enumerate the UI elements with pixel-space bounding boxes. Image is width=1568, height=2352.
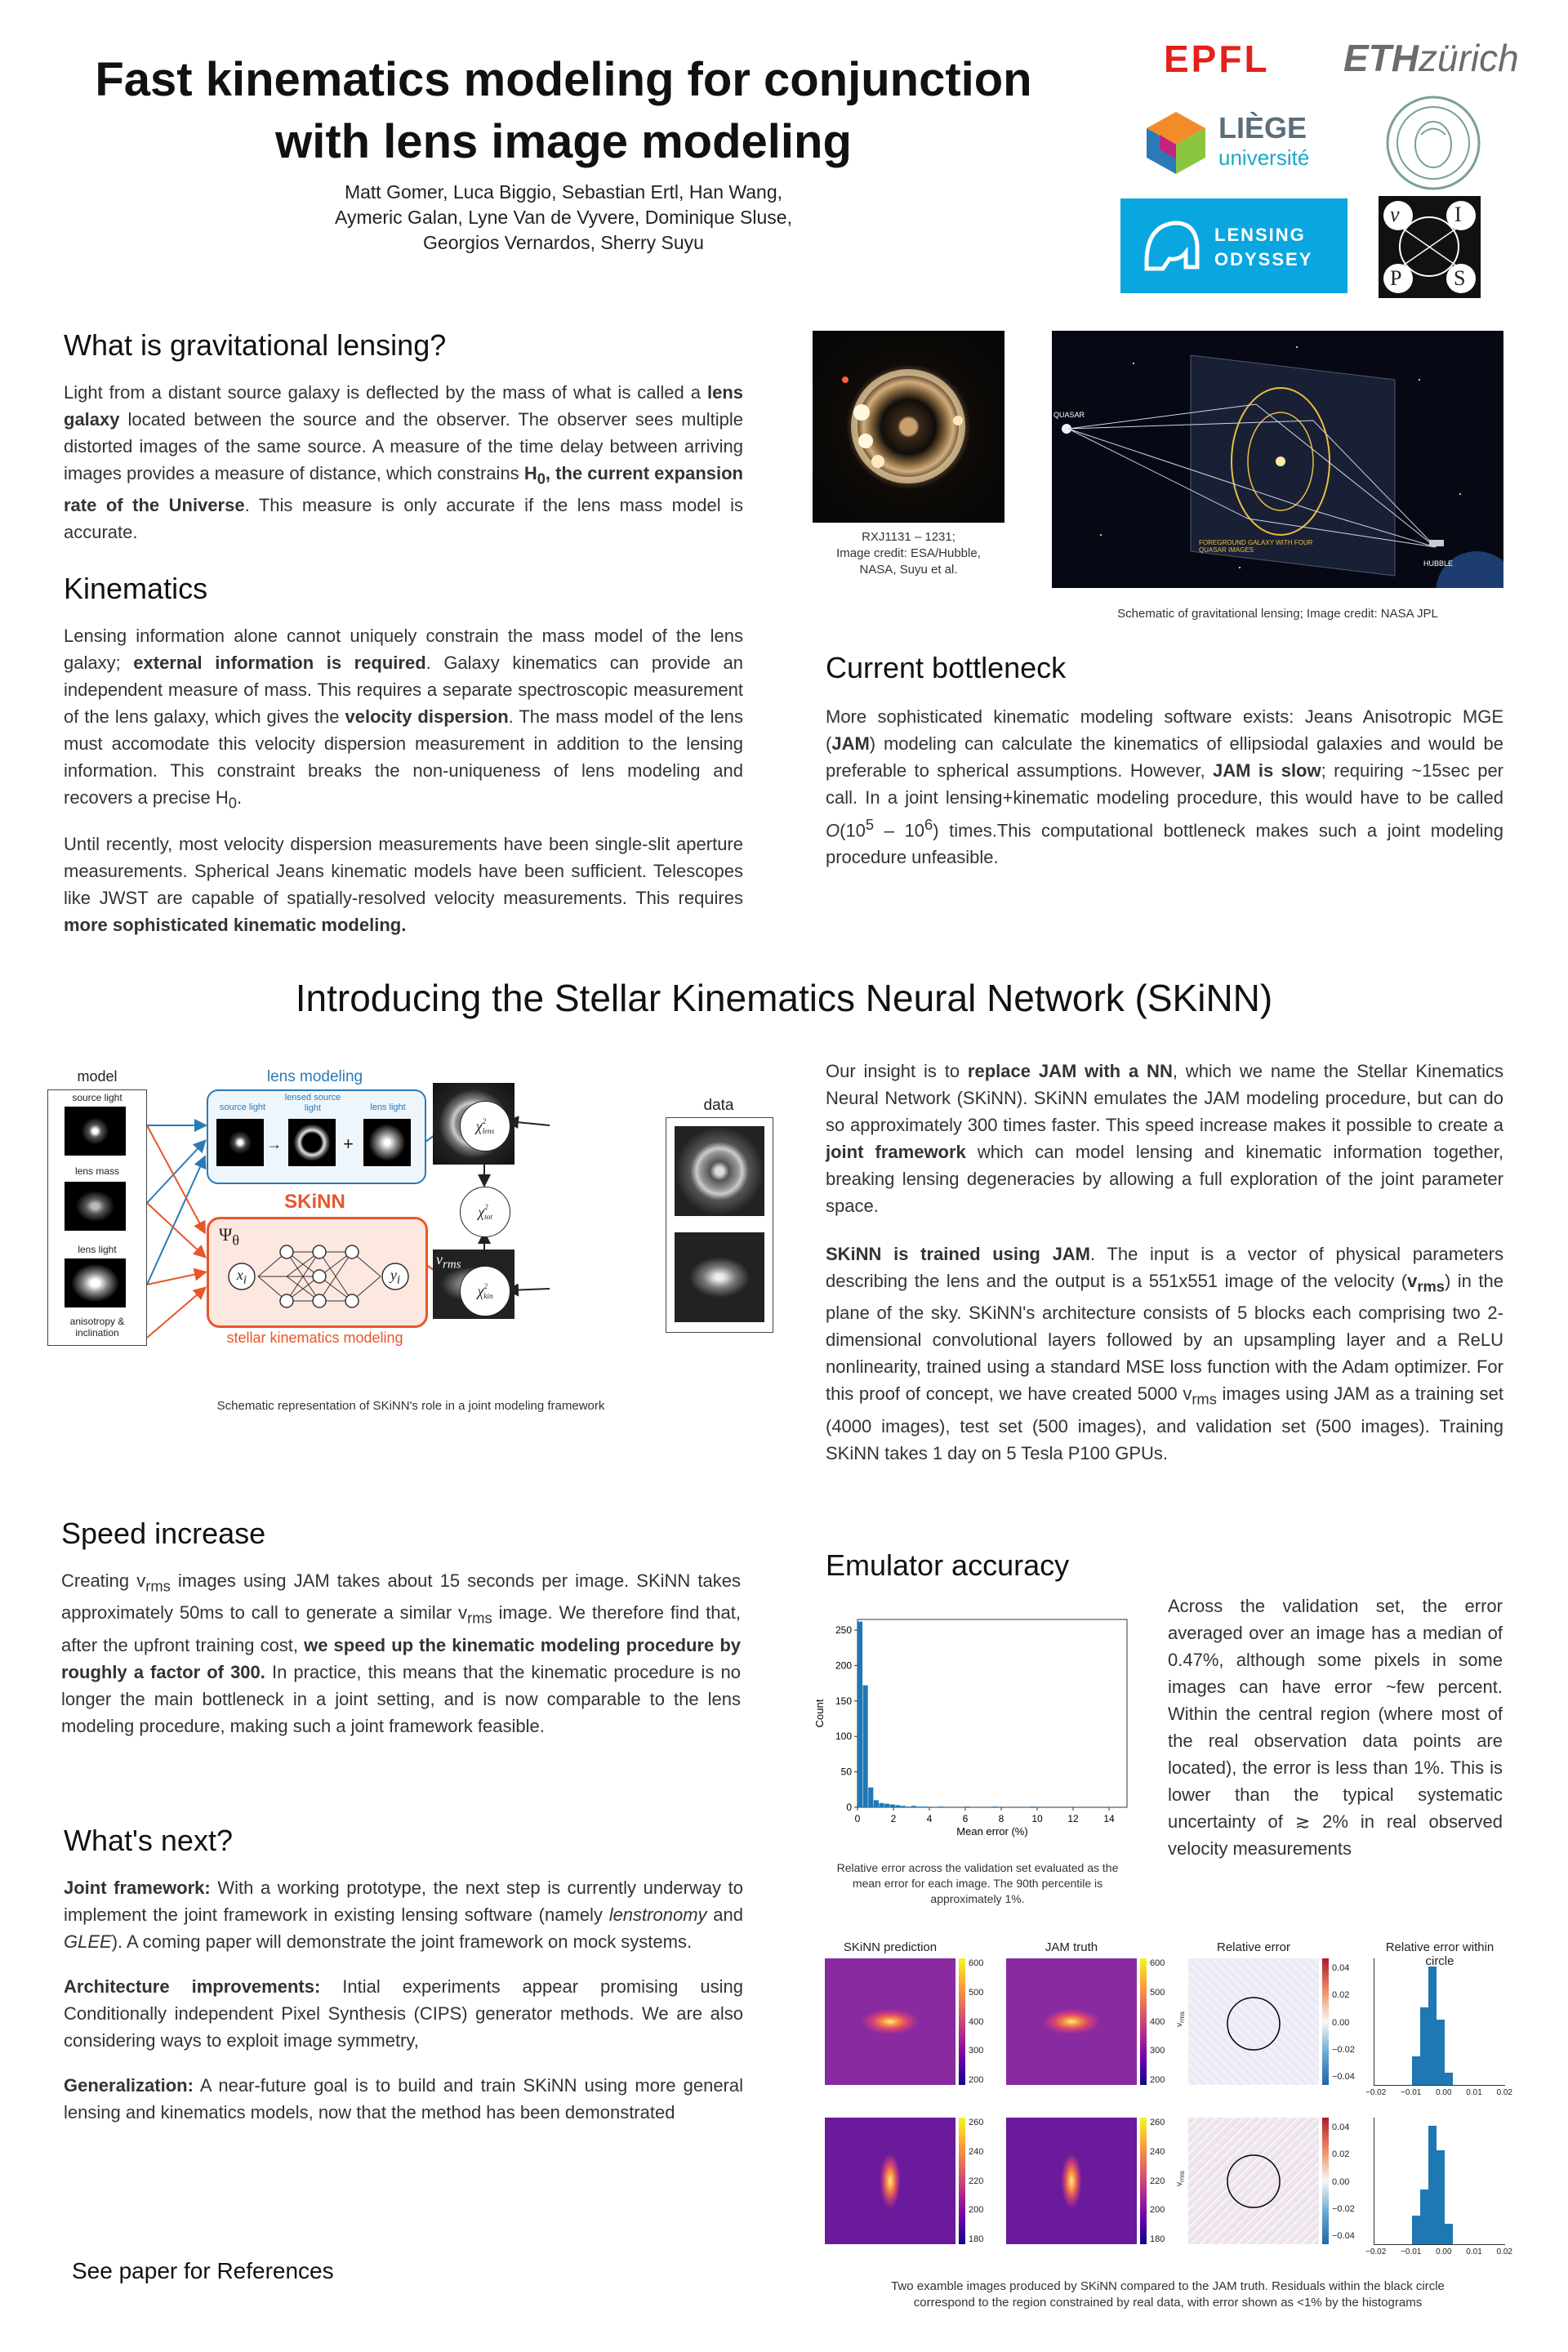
text-run: A near-future goal is to build and train SKiNN using more general lensing and kinematics models, now that the method has been demonstrated <box>64 2075 743 2123</box>
x-tick-label: 2 <box>890 1813 897 1824</box>
error-histogram <box>808 1607 1143 1852</box>
tick: 0.04 <box>1332 1963 1350 1973</box>
model-item-anisotropy: anisotropy & inclination <box>69 1316 125 1339</box>
tick: 0.02 <box>1496 2247 1512 2256</box>
chi-scripts <box>483 1116 495 1136</box>
vrms-axis-row2 <box>1175 2171 1186 2186</box>
lm-lensed-thumb <box>288 1119 336 1166</box>
small-histogram-ticks-row2 <box>1365 2247 1512 2256</box>
y-tick-label: 50 <box>840 1766 852 1778</box>
mpg-seal <box>1384 94 1482 196</box>
authors-line-2: Aymeric Galan, Lyne Van de Vyvere, Dominique Sluse, <box>335 207 792 228</box>
text-run: ; requiring ~15sec per call. In a joint lensing+kinematic modeling procedure, this would have to be called <box>826 760 1504 808</box>
section-whats-next <box>64 1824 743 2140</box>
liege-logo-line1: LIÈGE <box>1218 111 1307 145</box>
section-kinematics <box>64 572 743 953</box>
lm-plus: + <box>343 1134 354 1154</box>
lensing-odyssey-logo <box>1120 198 1348 293</box>
tick: 240 <box>969 2146 984 2157</box>
tick: −0.02 <box>1332 2044 1355 2055</box>
panel-title: SKiNN prediction <box>843 1940 938 1954</box>
y-tick-label: 0 <box>846 1802 852 1813</box>
y-axis-label: Count <box>813 1699 826 1728</box>
chi-kin-node <box>460 1266 510 1316</box>
histogram-bar <box>992 1806 997 1807</box>
error-colorbar-row2 <box>1322 2118 1329 2244</box>
text-run: – 10 <box>874 820 925 841</box>
error-colorbar-ticks-row2 <box>1332 2123 1355 2241</box>
schematic-label-hubble: HUBBLE <box>1423 559 1454 568</box>
liege-logo-line2: université <box>1218 145 1310 170</box>
subscript: rms <box>1417 1277 1445 1295</box>
eth-logo-text: ETH <box>1343 37 1419 79</box>
map-jam-truth-row2 <box>1006 2118 1137 2244</box>
source-light-thumb <box>65 1107 126 1156</box>
ips-letter-nu: ν <box>1390 203 1400 226</box>
histogram-bar <box>1030 1806 1035 1807</box>
panel-title: Relative error within circle <box>1385 1940 1494 1968</box>
colorbar-ticks-row2-a <box>969 2118 983 2244</box>
histogram-bar <box>922 1806 927 1807</box>
small-histogram-bars-row1 <box>1374 1958 1505 2085</box>
text-run-italic: lenstronomy <box>608 1904 707 1925</box>
histogram-bar <box>879 1803 884 1807</box>
tick: 500 <box>1150 1987 1165 1998</box>
tick: 600 <box>969 1958 984 1968</box>
panel-title: JAM truth <box>1045 1940 1098 1954</box>
text-run: ) modeling can calculate the kinematics of ellipsiodal galaxies and would be preferable to spherical assumptions. However, <box>826 733 1503 781</box>
chi-symbol: χ <box>477 1282 484 1299</box>
model-label: model <box>77 1068 118 1085</box>
small-histogram-row1 <box>1374 1940 1505 2086</box>
liege-logo <box>1143 106 1323 180</box>
stellar-kinematics-label: stellar kinematics modeling <box>226 1330 403 1346</box>
map-relative-error-row2 <box>1188 2118 1319 2244</box>
text-run-bold: Joint framework: <box>64 1878 211 1898</box>
y-tick-label: 200 <box>835 1659 852 1672</box>
x-tick-label: 14 <box>1103 1813 1115 1824</box>
section-bottleneck <box>826 651 1503 885</box>
title-line-1: Fast kinematics modeling for conjunction <box>95 53 1032 106</box>
tick: 200 <box>1150 2075 1165 2085</box>
vrms-axis-symbol: v <box>1174 2022 1184 2027</box>
liege-logo-mark <box>1143 110 1209 176</box>
x-node-symbol: x <box>236 1267 243 1283</box>
vrms-symbol: v <box>436 1251 443 1267</box>
colorbar-row1-a <box>959 1958 965 2085</box>
ips-letter-p: P <box>1390 266 1402 290</box>
eth-logo-suffix: zürich <box>1419 37 1519 79</box>
chi-sup: 2 <box>484 1203 488 1211</box>
comparison-maps <box>825 1940 1512 2269</box>
accuracy-text <box>1168 1592 1503 1877</box>
histogram-bar <box>874 1800 879 1807</box>
text-run-bold: Generalization: <box>64 2075 194 2096</box>
lm-lens-light-thumb <box>363 1119 411 1166</box>
text-run: ). A coming paper will demonstrate the joint framework on mock systems. <box>111 1931 693 1952</box>
text-run-italic: O <box>826 820 840 841</box>
accuracy-paragraph: Across the validation set, the error averaged over an image has a median of 0.47%, although some pixels in some images can have error ~few percent. Within the central region (where most of the real observation data points are located), the error is less than 1%. This is lower than the typical systematic uncertainty of ≳ 2% in real observed velocity measurements <box>1168 1596 1503 1859</box>
text-run: , the current expansion rate of the Universe <box>64 463 743 516</box>
map-relative-error-row1 <box>1188 1940 1319 2085</box>
tick: 260 <box>969 2118 984 2127</box>
y-tick-label: 100 <box>835 1731 852 1743</box>
tick: −0.01 <box>1401 2088 1422 2097</box>
data-lens-image <box>675 1126 764 1216</box>
text-run: . This measure is only accurate if the lens mass model is accurate. <box>64 495 743 543</box>
helmet-icon <box>1138 213 1204 278</box>
lensing-paragraph <box>64 379 743 546</box>
text-run: Creating v <box>61 1570 146 1591</box>
text-run: . Galaxy kinematics can provide an independent measure of mass. This requires a separate spectroscopic measurement of the lens galaxy, which gives the <box>64 653 743 727</box>
schematic-label-galaxy: FOREGROUND GALAXY WITH FOUR QUASAR IMAGES <box>1199 539 1313 554</box>
text-run: ) times.This computational bottleneck makes such a joint modeling procedure unfeasible. <box>826 820 1503 868</box>
x-node-label <box>231 1267 252 1288</box>
section-speed <box>61 1517 741 1754</box>
schematic-caption: Schematic of gravitational lensing; Image credit: NASA JPL <box>1117 607 1438 621</box>
model-item-lens-mass: lens mass <box>74 1165 120 1177</box>
tick: −0.02 <box>1365 2247 1387 2256</box>
lensing-schematic-image <box>1052 331 1503 588</box>
data-label: data <box>703 1097 734 1114</box>
tick: 500 <box>969 1987 984 1998</box>
text-run-bold: JAM <box>831 733 870 754</box>
text-run: In practice, this means that the kinematic procedure is no longer the main bottleneck in a joint setting, and is now comparable to the lens modeling procedure, making such a joint framework feasible. <box>61 1661 741 1736</box>
rxj1131-caption <box>813 529 1004 578</box>
histogram-bar <box>938 1806 943 1807</box>
lens-light-thumb <box>65 1258 126 1307</box>
tick: 0.00 <box>1332 2176 1350 2187</box>
chi-tot-node <box>460 1187 510 1237</box>
kinematics-paragraph-2 <box>64 831 743 938</box>
mpg-seal-icon <box>1384 94 1482 192</box>
ips-letter-s: S <box>1454 266 1466 290</box>
y-node-label <box>385 1267 406 1288</box>
section-heading: Speed increase <box>61 1517 266 1550</box>
vrms-label <box>436 1251 461 1272</box>
histogram-bar <box>868 1788 873 1807</box>
vrms-axis-symbol: v <box>1174 2181 1184 2186</box>
histogram-bar <box>858 1622 862 1807</box>
tick: 0.00 <box>1436 2088 1452 2097</box>
error-colorbar-row1 <box>1322 1958 1329 2085</box>
section-heading: What is gravitational lensing? <box>64 328 447 362</box>
tick: 0.01 <box>1466 2247 1482 2256</box>
kinematics-paragraph-1 <box>64 622 743 816</box>
tick: 200 <box>1150 2205 1165 2216</box>
x-node-sub: i <box>243 1273 247 1287</box>
skinn-paragraph-1 <box>826 1058 1503 1219</box>
text-run: . The input is a vector of physical parameters describing the lens and the output is a 551x551 image of the velocity ( <box>826 1244 1503 1291</box>
speed-paragraph <box>61 1567 741 1740</box>
tick: 300 <box>969 2046 984 2056</box>
data-column <box>666 1117 773 1333</box>
tick: 200 <box>969 2205 984 2216</box>
section-heading: Current bottleneck <box>826 651 1067 684</box>
histogram-bar <box>911 1806 916 1807</box>
text-run: images using JAM takes about 15 seconds per image. SKiNN takes approximately 50ms to call to generate a similar v <box>61 1570 741 1624</box>
histogram-bar <box>906 1806 911 1807</box>
authors-line-3: Georgios Vernardos, Sherry Suyu <box>423 232 704 253</box>
section-heading: Kinematics <box>64 572 208 605</box>
chi-scripts <box>484 1202 492 1222</box>
lens-mass-thumb <box>65 1182 126 1231</box>
diagram-caption: Schematic representation of SKiNN's role in a joint modeling framework <box>216 1399 605 1413</box>
data-region-circle-icon <box>1188 2118 1319 2244</box>
chi-kin-sub: kin <box>483 1292 493 1300</box>
tick: −0.01 <box>1401 2247 1422 2256</box>
histogram-bar <box>884 1804 889 1807</box>
chi-sup: 2 <box>482 1117 487 1125</box>
tick: 400 <box>1150 2016 1165 2027</box>
text-run: ) in the plane of the sky. SKiNN's architecture consists of 5 blocks each comprising two 2-dimensional convolutional layers followed by an upsampling layer and a ReLU nonlinearity, trained using a standard MSE loss function with the Adam optimizer. For this proof of concept, we have created 5000 v <box>826 1271 1503 1405</box>
x-tick-label: 6 <box>962 1813 969 1824</box>
text-run: v <box>1407 1271 1418 1291</box>
caption-line: Two examble images produced by SKiNN compared to the JAM truth. Residuals within the black circle <box>891 2279 1445 2293</box>
text-run-bold: velocity dispersion <box>345 706 509 727</box>
chi-tot-sub: tot <box>484 1213 492 1221</box>
x-tick-label: 10 <box>1031 1813 1043 1824</box>
next-paragraph-architecture <box>64 1973 743 2054</box>
caption-line: correspond to the region constrained by real data, with error shown as <1% by the histograms <box>913 2296 1423 2310</box>
text-run: and <box>706 1904 743 1925</box>
text-run: which can model lensing and kinematic information together, breaking lensing degeneracies by allowing a full exploration of the joint parameter space. <box>826 1142 1503 1216</box>
lens-modeling-box <box>207 1089 426 1184</box>
schematic-label-quasar: QUASAR <box>1054 411 1085 419</box>
caption-line: NASA, Suyu et al. <box>859 563 958 577</box>
text-run: Intial experiments appear promising using Conditionally independent Pixel Synthesis (CIPS) generator methods. We are also considering ways to exploit image symmetry, <box>64 1976 743 2051</box>
x-tick-label: 8 <box>998 1813 1004 1824</box>
references-note: See paper for References <box>72 2258 334 2283</box>
tick: 600 <box>1150 1958 1165 1968</box>
section-heading: What's next? <box>64 1824 233 1857</box>
next-paragraph-joint <box>64 1874 743 1955</box>
tick: 180 <box>1150 2234 1165 2244</box>
small-histogram-bars-row2 <box>1374 2118 1505 2244</box>
error-colorbar-ticks-row1 <box>1332 1963 1355 2082</box>
model-column <box>47 1089 147 1346</box>
tick: 220 <box>1150 2176 1165 2186</box>
bottleneck-paragraph <box>826 703 1503 871</box>
einstein-ring-icon <box>813 331 1004 523</box>
text-run: Light from a distant source galaxy is deflected by the mass of what is called a <box>64 382 707 403</box>
text-run: images using JAM as a training set (4000 images), test set (500 images), and validation set (500 images). Training SKiNN takes 1 day on 5 Tesla P100 GPUs. <box>826 1383 1503 1463</box>
map-jam-truth-row1 <box>1006 1940 1137 2085</box>
text-run: . <box>236 787 243 808</box>
eth-logo <box>1343 36 1519 80</box>
data-region-circle-icon <box>1188 1958 1319 2085</box>
text-run: Our insight is to <box>826 1061 968 1081</box>
tick: −0.04 <box>1332 2072 1355 2082</box>
text-run: Lensing information alone cannot uniquely constrain the mass model of the lens galaxy; <box>64 626 743 673</box>
y-node-symbol: y <box>390 1267 397 1283</box>
histogram-caption: Relative error across the validation set evaluated as the mean error for each image. The 90th percentile is approximately 1%. <box>836 1861 1119 1905</box>
vrms-sub: rms <box>443 1258 461 1272</box>
subscript: rms <box>1192 1390 1217 1408</box>
ips-letter-i: I <box>1454 203 1462 226</box>
histogram-bar <box>965 1806 970 1807</box>
next-paragraph-generalization <box>64 2072 743 2126</box>
text-run-bold: lens galaxy <box>64 382 743 430</box>
tick: 0.02 <box>1496 2088 1512 2097</box>
lensing-odyssey-line1: LENSING <box>1214 225 1306 245</box>
lm-arrow-icon: → <box>267 1136 282 1152</box>
model-item-lens-light: lens light <box>78 1244 117 1255</box>
colorbar-ticks-row2-b <box>1150 2118 1165 2244</box>
authors-line-1: Matt Gomer, Luca Biggio, Sebastian Ertl, Han Wang, <box>344 181 783 203</box>
text-run-bold: more sophisticated kinematic modeling. <box>64 915 407 936</box>
text-run: Until recently, most velocity dispersion measurements have been single-slit aperture measurements. Spherical Jeans kinematic models have been sufficient. Telescopes like JWST are capable of spatially-resolved velocity measurements. This requires <box>64 834 743 909</box>
author-list <box>278 180 849 256</box>
tick: −0.04 <box>1332 2231 1355 2241</box>
tick: 0.00 <box>1436 2247 1452 2256</box>
text-run: With a working prototype, the next step is currently underway to implement the joint framework in existing lensing software (namely <box>64 1878 743 1925</box>
text-run-bold: joint framework <box>826 1142 966 1162</box>
text-run-bold: SKiNN is trained using JAM <box>826 1244 1091 1264</box>
superscript: 6 <box>924 816 933 833</box>
tick: 200 <box>969 2075 984 2085</box>
chi-symbol: χ <box>478 1203 485 1220</box>
epfl-logo: EPFL <box>1164 38 1270 80</box>
vrms-axis-row1 <box>1175 2011 1186 2027</box>
panel-title: Relative error <box>1216 1940 1291 1954</box>
psi-sub: θ <box>232 1232 240 1249</box>
colorbar-row1-b <box>1140 1958 1147 2085</box>
psi-symbol: Ψ <box>219 1224 233 1245</box>
chi-lens-node <box>460 1101 510 1152</box>
lm-lensed-label: lensed source light <box>284 1093 341 1113</box>
small-histogram-ticks-row1 <box>1365 2088 1512 2097</box>
subscript: rms <box>467 1609 492 1627</box>
rxj1131-image <box>813 331 1004 523</box>
colorbar-row2-a <box>959 2118 965 2244</box>
text-run: . The mass model of the lens must accomodate this velocity dispersion measurement in addition to the lensing information. This constraint breaks the non-uniqueness of lens modeling and recovers a precise H <box>64 706 743 808</box>
subscript: rms <box>145 1577 171 1595</box>
lensing-odyssey-line2: ODYSSEY <box>1214 249 1313 270</box>
vrms-axis-sub: rms <box>1177 2171 1186 2182</box>
ips-logo <box>1379 196 1481 298</box>
plot-frame <box>858 1619 1127 1807</box>
text-run-italic: GLEE <box>64 1931 112 1952</box>
section-skinn-description <box>826 1058 1503 1481</box>
colorbar-row2-b <box>1140 2118 1147 2244</box>
tick: 180 <box>969 2234 984 2244</box>
subscript: 0 <box>537 470 546 488</box>
histogram-bar <box>863 1686 868 1807</box>
text-run: , which we name the Stellar Kinematics Neural Network (SKiNN). SKiNN emulates the JAM modeling procedure, but can do so approximately 300 times faster. This speed increase makes it possible to create a <box>826 1061 1504 1135</box>
x-axis-label: Mean error (%) <box>956 1825 1028 1838</box>
text-run-bold: external information is required <box>133 653 426 673</box>
map-skinn-prediction-row1 <box>825 1940 956 2085</box>
chi-lens-sub: lens <box>482 1127 495 1135</box>
x-tick-label: 4 <box>926 1813 933 1824</box>
tick: 0.04 <box>1332 2123 1350 2132</box>
map-skinn-prediction-row2 <box>825 2118 956 2244</box>
text-run-bold <box>1407 1271 1445 1295</box>
y-tick-label: 250 <box>835 1624 852 1637</box>
small-histogram-row2 <box>1374 2118 1505 2245</box>
lens-modeling-label: lens modeling <box>266 1068 363 1085</box>
skinn-section-heading: Introducing the Stellar Kinematics Neural Network (SKiNN) <box>295 977 1273 1019</box>
tick: −0.02 <box>1365 2088 1387 2097</box>
histogram-bar <box>895 1805 900 1807</box>
skinn-box <box>207 1217 428 1328</box>
x-tick-label: 12 <box>1067 1813 1079 1824</box>
tick: 0.02 <box>1332 1990 1350 2001</box>
text-run: More sophisticated kinematic modeling software exists: Jeans Anisotropic MGE ( <box>826 706 1503 754</box>
lm-source-label: source light <box>219 1102 266 1112</box>
y-node-sub: i <box>396 1273 401 1287</box>
histogram-bar <box>890 1805 895 1807</box>
text-run: (10 <box>840 820 866 841</box>
title-line-2: with lens image modeling <box>275 115 852 168</box>
data-kin-image <box>675 1232 764 1322</box>
text-run: H <box>523 463 537 483</box>
text-run-bold: JAM is slow <box>1213 760 1321 781</box>
colorbar-ticks-row1-b <box>1150 1958 1165 2085</box>
vrms-axis-sub: rms <box>1177 2011 1186 2023</box>
joint-modeling-diagram <box>47 1068 774 1362</box>
subscript: 0 <box>228 794 237 812</box>
colorbar-ticks-row1-a <box>969 1958 983 2085</box>
text-run: image. We therefore find that, after the upfront training cost, <box>61 1602 742 1655</box>
tick: −0.02 <box>1332 2203 1355 2214</box>
caption-line: RXJ1131 – 1231; <box>862 530 956 544</box>
histogram-bar <box>901 1806 906 1807</box>
skinn-label: SKiNN <box>284 1191 345 1213</box>
tick: 300 <box>1150 2046 1165 2056</box>
chi-symbol: χ <box>475 1117 483 1134</box>
accuracy-heading: Emulator accuracy <box>826 1548 1070 1582</box>
text-run-bold: Architecture improvements: <box>64 1976 321 1997</box>
caption-line: Image credit: ESA/Hubble, <box>836 546 981 560</box>
y-tick-label: 150 <box>835 1695 852 1707</box>
tick: 0.00 <box>1332 2017 1350 2028</box>
histogram-bar <box>917 1806 922 1807</box>
tick: 260 <box>1150 2118 1165 2127</box>
lm-lens-light-label: lens light <box>370 1102 406 1112</box>
tick: 0.01 <box>1466 2088 1482 2097</box>
tick: 220 <box>969 2176 984 2186</box>
tick: 0.02 <box>1332 2149 1350 2160</box>
poster-title <box>33 49 1094 173</box>
text-run-bold: we speed up the kinematic modeling procedure by roughly a factor of 300. <box>61 1634 741 1682</box>
chi-scripts <box>483 1281 492 1301</box>
model-item-source-light: source light <box>72 1092 122 1103</box>
tick: 400 <box>969 2016 984 2027</box>
superscript: 5 <box>865 816 875 833</box>
lm-source-thumb <box>216 1119 264 1166</box>
tick: 240 <box>1150 2146 1165 2157</box>
text-run: located between the source and the observer. The observer sees multiple distorted images of the same source. A measure of the time delay between arriving images provides a measure of distance, which constrains <box>64 409 743 483</box>
error-histogram-svg <box>808 1607 1143 1852</box>
chi-sup: 2 <box>483 1282 488 1290</box>
section-what-is-lensing <box>64 328 743 560</box>
skinn-paragraph-2 <box>826 1241 1503 1467</box>
x-tick-label: 0 <box>854 1813 861 1824</box>
text-run-bold: replace JAM with a NN <box>967 1061 1173 1081</box>
maps-caption <box>817 2278 1519 2311</box>
